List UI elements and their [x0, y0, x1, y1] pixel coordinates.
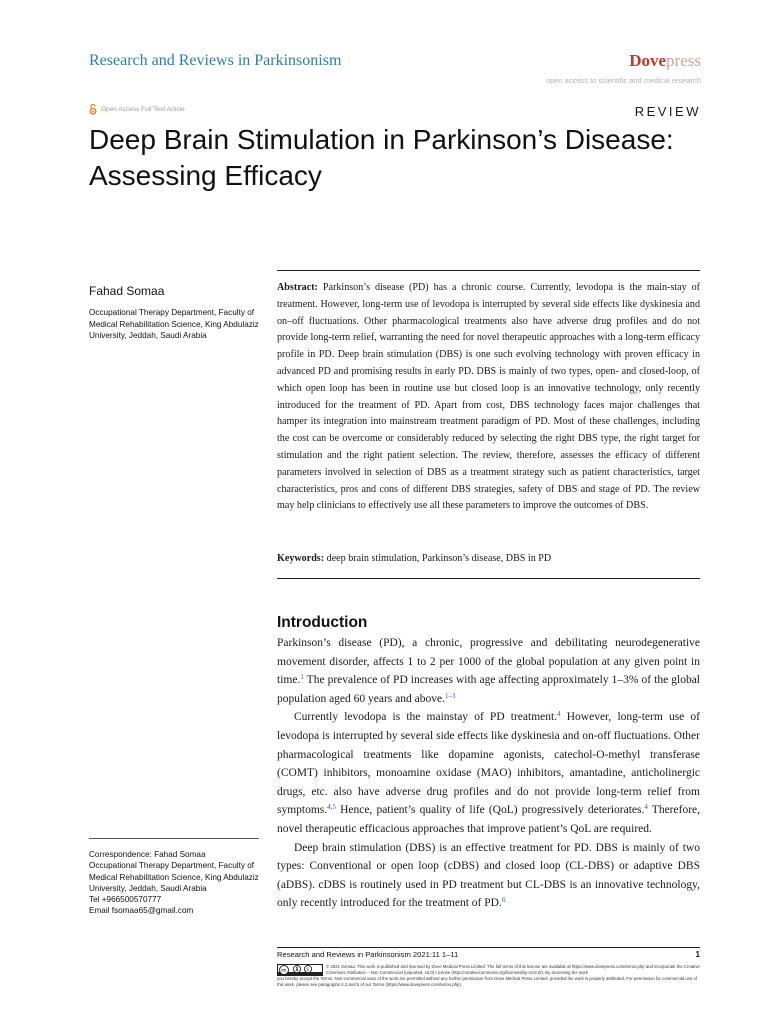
open-access-label: Open Access Full Text Article	[101, 106, 185, 113]
journal-name[interactable]: Research and Reviews in Parkinsonism	[89, 52, 342, 69]
abstract-text: Parkinson’s disease (PD) has a chronic course. Currently, levodopa is the main-stay of treatment. However, long-term use of levodopa is interrupted by several side effects like dyskinesia and on–off fluctuations. Other pharmacological treatments also have adverse drug profiles and do not provide long-term relief, warranting the need for novel therapeutic approaches with a long-term efficacy profile in PD. Deep brain stimulation (DBS) is one such evolving technology with proven efficacy in advanced PD and promising results in early PD. DBS is mainly of two types, open- and closed-loop, of which open loop has been in routine use but closed loop is an innovative technology, only recently introduced for the treatment of PD. Apart from cost, DBS technology faces major challenges that hamper its integration into mainstream treatment paradigm of PD. Most of these challenges, including the cost can be overcome or considerably reduced by selecting the right DBS type, the right target for stimulation and the right patient selection. The review, therefore, assesses the efficacy of different parameters involved in selection of DBS as a treatment strategy such as patient characteristics, target characteristics, pros and cons of different DBS strategies, safety of DBS and stage of PD. The review may help clinicians to effectively use all these parameters to improve the outcomes of DBS.	[277, 282, 700, 512]
publisher-tagline: open access to scientific and medical research	[545, 76, 701, 85]
text-run: Therefore, novel therapeutic efficacious approaches that improve patient’s QoL are required.	[277, 804, 700, 835]
correspondence-email[interactable]: Email fsomaa65@gmail.com	[89, 906, 194, 916]
title-line-1: Deep Brain Stimulation in Parkinson’s Disease:	[89, 124, 674, 155]
correspondence-phone: Tel +966500570777	[89, 895, 162, 905]
paragraph	[277, 708, 700, 838]
page-number: 1	[695, 950, 700, 959]
abstract-top-rule	[277, 270, 700, 271]
correspondence-rule	[89, 838, 259, 839]
publisher-logo-dove: Dove	[629, 51, 667, 70]
citation-link[interactable]: 6	[501, 896, 506, 905]
citation-link[interactable]: 4	[557, 710, 561, 719]
correspondence-name: Correspondence: Fahad Somaa	[89, 850, 206, 859]
citation-link[interactable]: 4,5	[327, 803, 336, 812]
section-heading-introduction: Introduction	[277, 614, 368, 631]
abstract-label: Abstract:	[277, 282, 318, 293]
text-run: The prevalence of PD increases with age affecting approximately 1–3% of the global population aged 60 years and above.	[277, 674, 700, 705]
citation-link[interactable]: 4	[644, 803, 648, 812]
introduction-body	[277, 634, 700, 913]
citation-link[interactable]: 1–3	[444, 691, 456, 700]
text-run: Currently levodopa is the mainstay of PD treatment.	[294, 711, 558, 724]
abstract	[277, 280, 700, 515]
keywords	[277, 552, 700, 566]
footer-citation: Research and Reviews in Parkinsonism 2021:11 1–11	[277, 950, 459, 959]
license-text: © 2021 Somaa. This work is published and licensed by Dove Medical Press Limited. The full terms of this license are available at https://www.dovepress.com/terms.php and incorporate the Creative Commons Attribution – Non Commercial (unported, v3.0) License (http://creativecommons.org/licenses/by-nc/3.0/). By accessing the work	[326, 964, 700, 976]
article-title	[89, 122, 709, 194]
text-run: Parkinson’s disease (PD), a chronic, progressive and debilitating neurodegenerative movement disorder, affects 1 to 2 per 1000 of the global population at any given point in time.	[277, 637, 700, 687]
license-text-continued: you hereby accept the Terms. Non-commercial uses of the work are permitted without any further permission from Dove Medical Press Limited, provided the work is properly attributed. For permission for commercial use of this work, please see paragraphs 4.2 and 5 of our Terms (https://www.dovepress.com/terms.php).	[277, 976, 697, 988]
footer-rule	[277, 947, 700, 948]
paragraph	[277, 634, 700, 708]
correspondence-address: Occupational Therapy Department, Faculty of Medical Rehabilitation Science, King Abdulaziz University, Jeddah, Saudi Arabia	[89, 861, 259, 893]
publisher-logo[interactable]	[629, 51, 701, 71]
abstract-bottom-rule	[277, 578, 700, 579]
svg-text:cc: cc	[281, 967, 287, 973]
svg-text:$: $	[306, 966, 309, 972]
article-type: REVIEW	[634, 104, 701, 119]
cc-license-icon[interactable]	[277, 964, 323, 976]
keywords-text: deep brain stimulation, Parkinson’s disease, DBS in PD	[326, 553, 552, 564]
title-line-2: Assessing Efficacy	[89, 160, 322, 191]
text-run: However, long-term use of levodopa is interrupted by several side effects like dyskinesia and on-off fluctuations. Other pharmacological treatments like dopamine agonists, catechol-O-methyl transferase (COMT) inhibitors, monoamine oxidase (MAO) inhibitors, amantadine, anticholinergic drugs, etc. also have adverse drug profiles and do not provide long-term relief from symptoms.	[277, 711, 701, 817]
paragraph	[277, 839, 700, 913]
author-affiliation: Occupational Therapy Department, Faculty of Medical Rehabilitation Science, King Abdulaziz University, Jeddah, Saudi Arabia	[89, 308, 259, 340]
open-access-lock-icon	[89, 104, 97, 115]
keywords-label: Keywords:	[277, 553, 325, 564]
correspondence	[89, 849, 264, 917]
text-run: Deep brain stimulation (DBS) is an effective treatment for PD. DBS is mainly of two types: Conventional or open loop (cDBS) and closed loop (CL-DBS) or adaptive DBS (aDBS). cDBS is routinely used in PD treatment but CL-DBS is an innovative technology, only recently introduced for the treatment of PD.	[277, 841, 700, 910]
author-name: Fahad Somaa	[89, 284, 165, 298]
publisher-logo-press: press	[666, 51, 701, 70]
citation-link[interactable]: 1	[300, 673, 304, 682]
open-access-badge	[89, 104, 185, 115]
text-run: Hence, patient’s quality of life (QoL) progressively deteriorates.	[335, 804, 645, 817]
